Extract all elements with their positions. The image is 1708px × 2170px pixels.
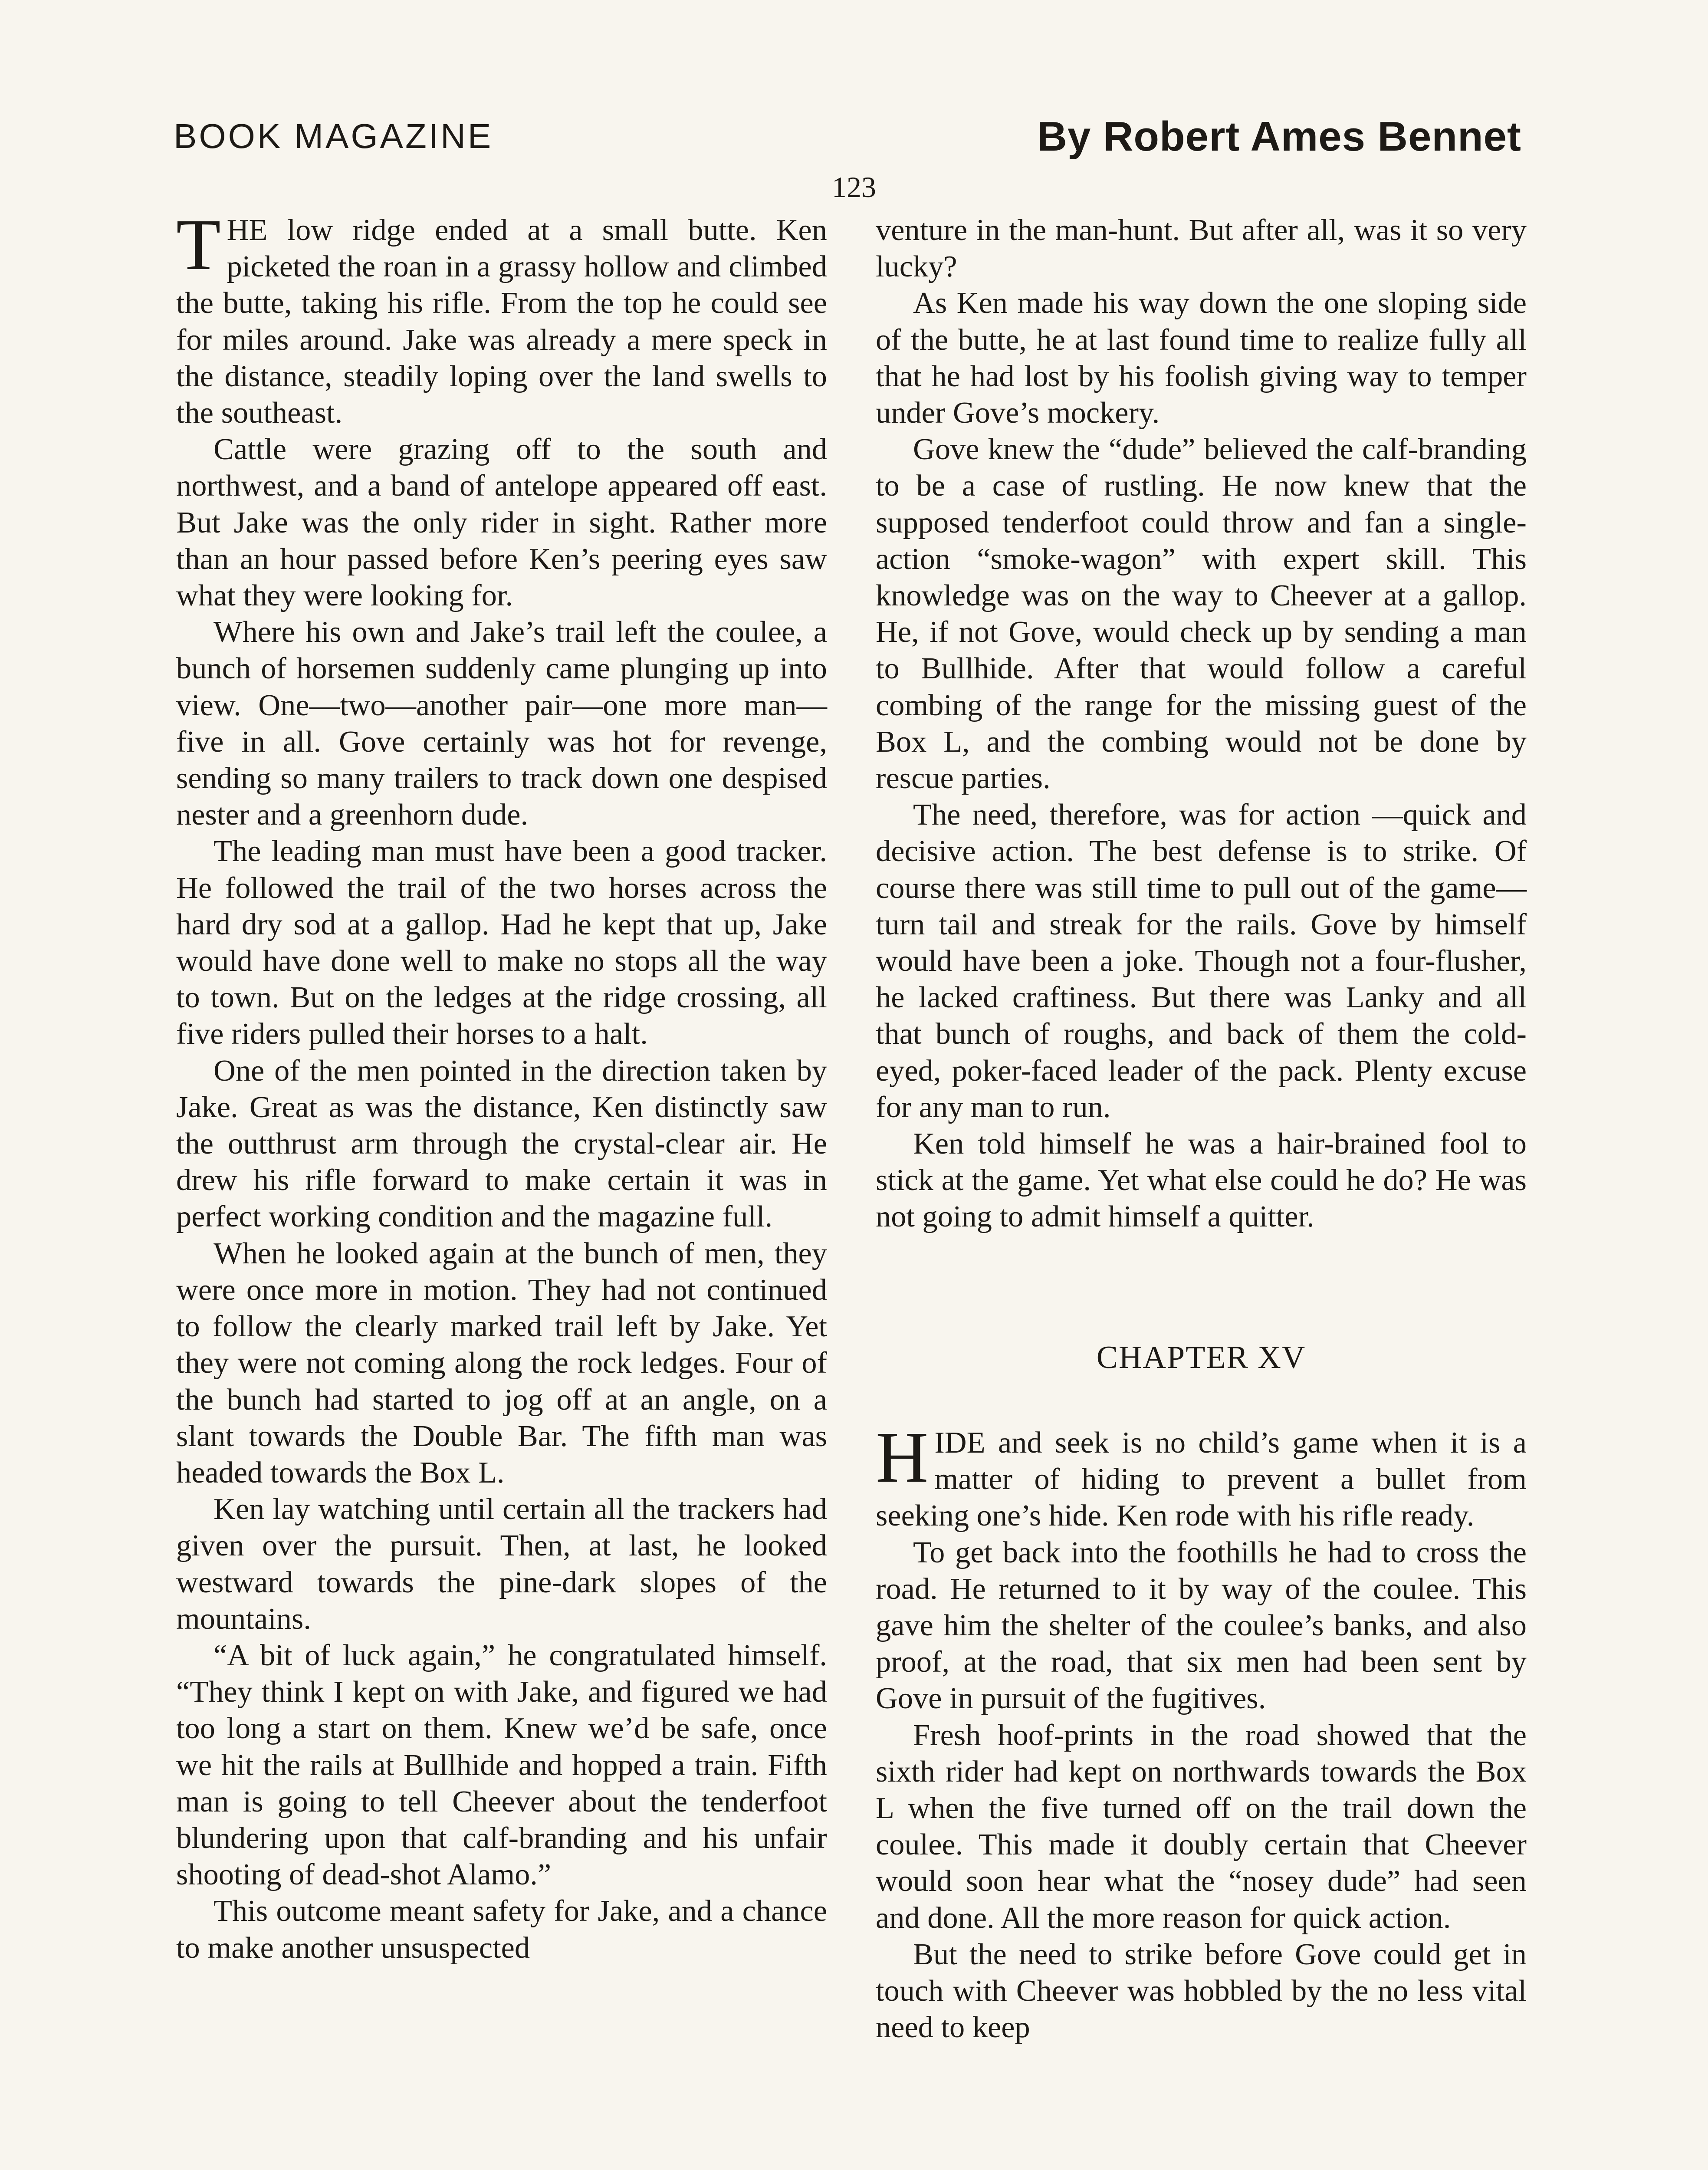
paragraph: As Ken made his way down the one sloping side of the butte, he at last found time to realize fully all that he had lost by his foolish giving way to temper under Gove’s mockery. [876, 286, 1527, 430]
drop-cap: T [176, 204, 221, 285]
paragraph: This outcome meant safety for Jake, and a chance to make another unsuspected [176, 1894, 827, 1965]
paragraph: Ken lay watching until certain all the trackers had given over the pursuit. Then, at last, he looked westward towards the pine-dark slopes of the mountains. [176, 1492, 827, 1636]
drop-cap: H [876, 1417, 929, 1498]
right-column [876, 212, 1527, 2045]
paragraph [876, 1417, 1527, 1534]
page-number: 123 [832, 171, 876, 204]
paragraph: The leading man must have been a good tracker. He followed the trail of the two horses across the hard dry sod at a gallop. Had he kept that up, Jake would have done well to make no stops all the way to town. But on the ledges at the ridge crossing, all five riders pulled their horses to a halt. [176, 834, 827, 1051]
paragraph: “A bit of luck again,” he congratulated himself. “They think I kept on with Jake, and figured we had too long a start on them. Knew we’d be safe, once we hit the rails at Bullhide and hopped a train. Fifth man is going to tell Cheever about the tenderfoot blundering upon that calf-branding and his unfair shooting of dead-shot Alamo.” [176, 1638, 827, 1892]
magazine-title: BOOK MAGAZINE [174, 117, 493, 155]
paragraph: The need, therefore, was for action —quick and decisive action. The best defense is to strike. Of course there was still time to pull out of the game—turn tail and streak for the rails. Gove by himself would have been a joke. Though not a four-flusher, he lacked craftiness. But there was Lanky and all that bunch of roughs, and back of them the cold-eyed, poker-faced leader of the pack. Plenty excuse for any man to run. [876, 798, 1527, 1124]
paragraph: Gove knew the “dude” believed the calf-branding to be a case of rustling. He now knew that the supposed tenderfoot could throw and fan a single-action “smoke-wagon” with expert skill. This knowledge was on the way to Cheever at a gallop. He, if not Gove, would check up by sending a man to Bullhide. After that would follow a careful combing of the range for the missing guest of the Box L, and the combing would not be done by rescue parties. [876, 432, 1527, 796]
paragraph: Cattle were grazing off to the south and northwest, and a band of antelope appeared off east. But Jake was the only rider in sight. Rather more than an hour passed before Ken’s peering eyes saw what they were looking for. [176, 432, 827, 613]
chapter-heading: CHAPTER XV [1096, 1339, 1306, 1375]
paragraph-text: HE low ridge ended at a small butte. Ken picketed the roan in a grassy hollow and climbed the butte, taking his rifle. From the top he could see for miles around. Jake was already a mere speck in the distance, steadily loping over the land swells to the southeast. [176, 213, 827, 430]
paragraph-continued: venture in the man-hunt. But after all, was it so very lucky? [876, 213, 1527, 284]
paragraph-text: IDE and seek is no child’s game when it is a matter of hiding to prevent a bullet from seeking one’s hide. Ken rode with his rifle ready. [876, 1425, 1527, 1533]
paragraph: Fresh hoof-prints in the road showed that the sixth rider had kept on northwards towards the Box L when the five turned off on the trail down the coulee. This made it doubly certain that Cheever would soon hear what the “nosey dude” had seen and done. All the more reason for quick action. [876, 1718, 1527, 1935]
left-column [176, 204, 827, 1966]
paragraph: When he looked again at the bunch of men, they were once more in motion. They had not continued to follow the clearly marked trail left by Jake. Yet they were not coming along the rock ledges. Four of the bunch had started to jog off at an angle, on a slant towards the Double Bar. The fifth man was headed towards the Box L. [176, 1236, 827, 1489]
paragraph: Where his own and Jake’s trail left the coulee, a bunch of horsemen suddenly came plunging up into view. One—two—another pair—one more man—five in all. Gove certainly was hot for revenge, sending so many trailers to track down one despised nester and a greenhorn dude. [176, 615, 827, 832]
author-byline: By Robert Ames Bennet [1037, 113, 1521, 160]
paragraph: To get back into the foothills he had to cross the road. He returned to it by way of the coulee. This gave him the shelter of the coulee’s banks, and also proof, at the road, that six men had been sent by Gove in pursuit of the fugitives. [876, 1535, 1527, 1716]
paragraph: One of the men pointed in the direction taken by Jake. Great as was the distance, Ken distinctly saw the outthrust arm through the crystal-clear air. He drew his rifle forward to make certain it was in perfect working condition and the magazine full. [176, 1053, 827, 1234]
paragraph [176, 204, 827, 431]
paragraph: But the need to strike before Gove could get in touch with Cheever was hobbled by the no less vital need to keep [876, 1937, 1527, 2045]
paragraph: Ken told himself he was a hair-brained fool to stick at the game. Yet what else could he do? He was not going to admit himself a quitter. [876, 1127, 1527, 1234]
